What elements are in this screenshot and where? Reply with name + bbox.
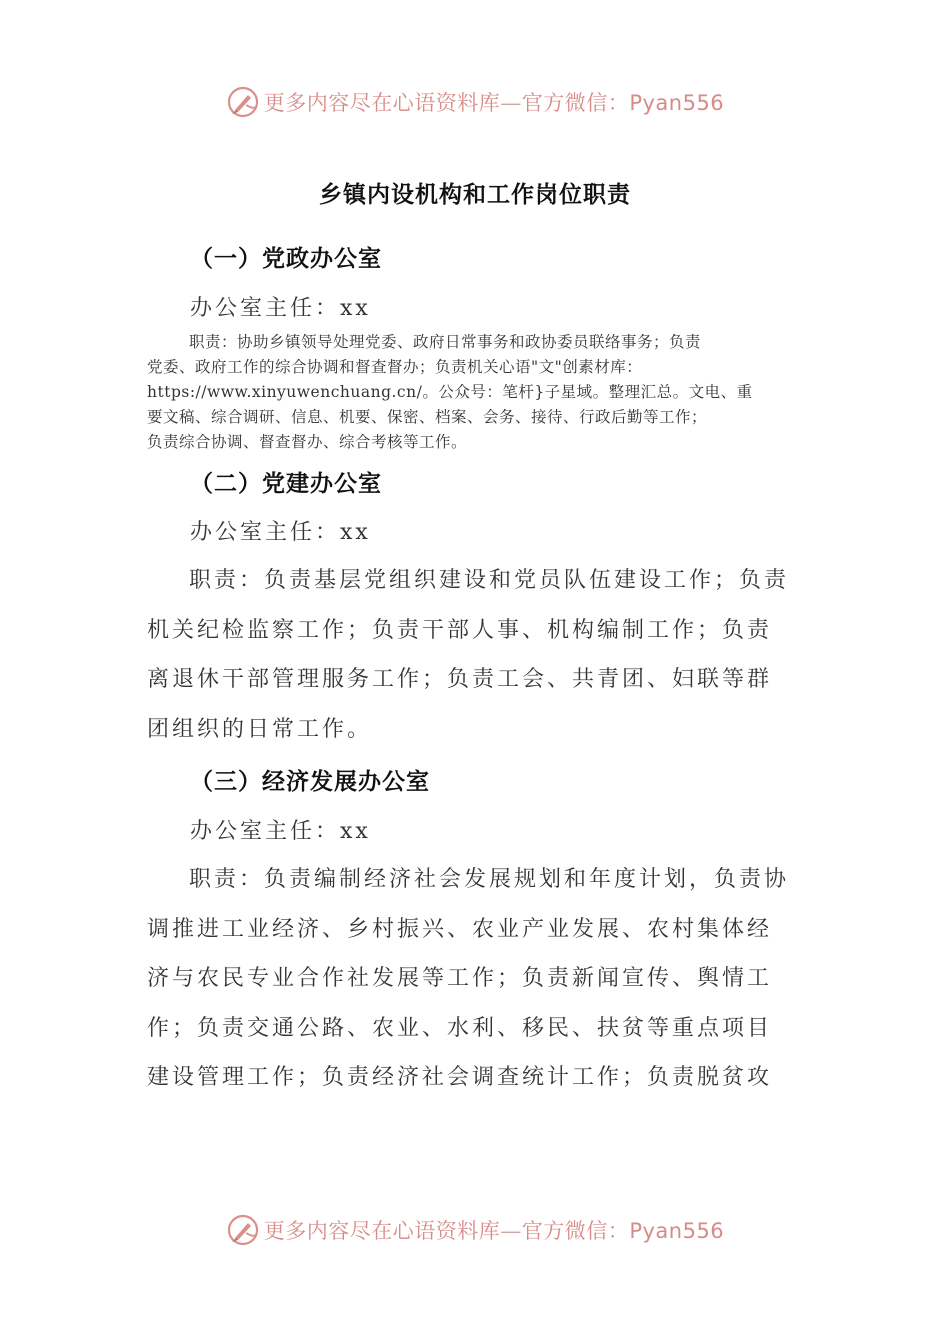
duties-line: 职责：负责编制经济社会发展规划和年度计划，负责协 (189, 867, 790, 892)
pen-logo-icon (226, 85, 260, 119)
duties-line: 机关纪检监察工作；负责干部人事、机构编制工作；负责 (147, 617, 773, 643)
section-heading-economic-dev-office: （三）经济发展办公室 (190, 768, 430, 795)
footer-banner (0, 1212, 950, 1248)
duties-line: https://www.xinyuwenchuang.cn/。公众号：笔杆}子星域。整理汇总。文电、重 (147, 383, 753, 401)
duties-line: 调推进工业经济、乡村振兴、农业产业发展、农村集体经 (147, 916, 773, 942)
duties-line: 职责：负责基层党组织建设和党员队伍建设工作；负责 (189, 568, 790, 593)
duties-line: 要文稿、综合调研、信息、机要、保密、档案、会务、接待、行政后勤等工作； (147, 408, 708, 426)
duties-line: 负责综合协调、督查督办、综合考核等工作。 (147, 433, 468, 451)
duties-line: 建设管理工作；负责经济社会调查统计工作；负责脱贫攻 (147, 1065, 773, 1090)
duties-line: 离退休干部管理服务工作；负责工会、共青团、妇联等群 (147, 667, 773, 692)
section-director: 办公室主任：xx (190, 296, 371, 321)
section-duties (147, 330, 807, 455)
section-director: 办公室主任：xx (190, 819, 371, 844)
document-title: 乡镇内设机构和工作岗位职责 (319, 181, 631, 208)
duties-line: 职责：协助乡镇领导处理党委、政府日常事务和政协委员联络事务；负责 (189, 333, 702, 351)
section-heading-party-building-office: （二）党建办公室 (190, 470, 382, 497)
duties-line: 济与农民专业合作社发展等工作；负责新闻宣传、舆情工 (147, 966, 773, 991)
section-duties (147, 556, 807, 754)
duties-line: 团组织的日常工作。 (147, 716, 373, 742)
duties-line: 党委、政府工作的综合协调和督查督办；负责机关心语"文"创素材库： (147, 358, 643, 376)
header-banner (0, 84, 950, 120)
pen-logo-icon (226, 1213, 260, 1247)
duties-line: 作；负责交通公路、农业、水利、移民、扶贫等重点项目 (147, 1015, 773, 1041)
section-heading-party-gov-office: （一）党政办公室 (190, 245, 382, 272)
banner-text: 更多内容尽在心语资料库—官方微信：Pyan556 (263, 1219, 725, 1243)
banner-text: 更多内容尽在心语资料库—官方微信：Pyan556 (263, 91, 725, 115)
section-director: 办公室主任：xx (190, 520, 371, 545)
section-duties (147, 855, 807, 1103)
